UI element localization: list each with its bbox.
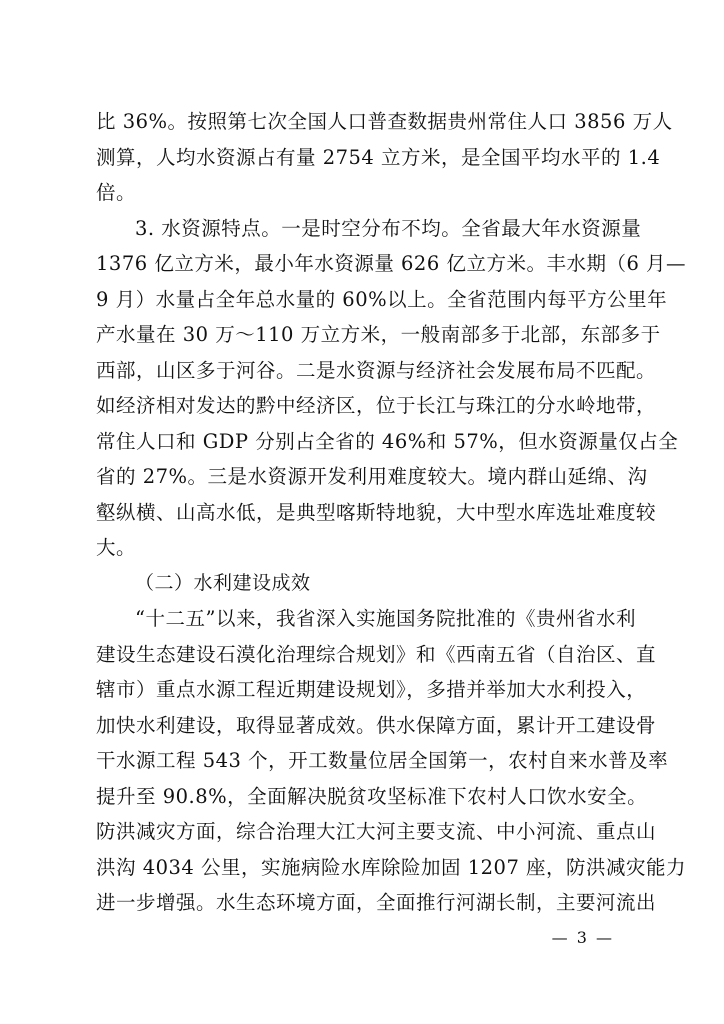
text-line-20: 提升至 90.8%，全面解决脱贫攻坚标准下农村人口饮水安全。 [96,784,648,808]
text-line-2: 测算，人均水资源占有量 2754 立方米，是全国平均水平的 1.4 [96,145,661,169]
text-line-15: “十二五”以来，我省深入实施国务院批准的《贵州省水利 [135,607,636,630]
text-line-21: 防洪减灾方面，综合治理大江大河主要支流、中小河流、重点山 [96,820,657,843]
text-line-5: 1376 亿立方米，最小年水资源量 626 亿立方米。丰水期（6 月— [96,252,687,275]
text-line-11: 省的 27%。三是水资源开发利用难度较大。境内群山延绵、沟 [96,465,648,488]
section-heading: （二）水利建设成效 [135,571,311,594]
document-body [96,104,687,921]
text-line-12: 壑纵横、山高水低，是典型喀斯特地貌，大中型水库选址难度较 [96,500,657,524]
text-line-23: 进一步增强。水生态环境方面，全面推行河湖长制，主要河流出 [96,891,657,914]
text-line-22: 洪沟 4034 公里，实施病险水库除险加固 1207 座，防洪减灾能力 [96,855,687,879]
text-line-9: 如经济相对发达的黔中经济区，位于长江与珠江的分水岭地带， [96,394,657,417]
text-line-7: 产水量在 30 万～110 万立方米，一般南部多于北部，东部多于 [96,323,661,346]
text-line-8: 西部，山区多于河谷。二是水资源与经济社会发展布局不匹配。 [96,358,657,382]
page-number: — 3 — [551,928,614,947]
text-line-3: 倍。 [96,181,137,204]
text-line-19: 干水源工程 543 个，开工数量位居全国第一，农村自来水普及率 [96,749,669,772]
text-line-17: 辖市）重点水源工程近期建设规划》，多措并举加大水利投入， [96,678,647,701]
text-line-4: 3. 水资源特点。一是时空分布不均。全省最大年水资源量 [135,216,642,240]
text-line-6: 9 月）水量占全年总水量的 60%以上。全省范围内每平方公里年 [96,287,668,311]
text-line-18: 加快水利建设，取得显著成效。供水保障方面，累计开工建设骨 [96,713,657,737]
text-line-1: 比 36%。按照第七次全国人口普查数据贵州常住人口 3856 万人 [96,110,673,133]
text-line-10: 常住人口和 GDP 分别占全省的 46%和 57%，但水资源量仅占全 [96,429,679,453]
text-line-13: 大。 [96,536,137,559]
text-line-16: 建设生态建设石漠化治理综合规划》和《西南五省（自治区、直 [96,642,657,666]
